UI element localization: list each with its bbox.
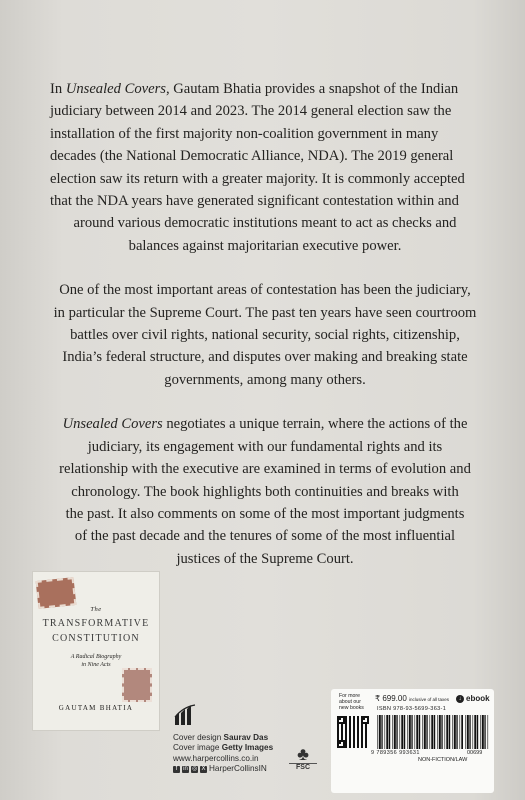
- book-category: NON-FICTION/LAW: [418, 757, 468, 763]
- thumbnail-title-line-2: CONSTITUTION: [52, 633, 140, 644]
- instagram-icon: ◎: [191, 765, 198, 772]
- publisher-website: www.harpercollins.co.in: [173, 753, 259, 763]
- blurb-line: judiciary, its engagement with our fundamental rights and its: [87, 438, 443, 455]
- social-links: [173, 764, 353, 774]
- price-addon-barcode: [465, 715, 489, 749]
- blurb-text: negotiates a unique terrain, where the actions of the: [162, 416, 468, 433]
- blurb-text: , Gautam Bhatia provides a snapshot of the Indian: [165, 81, 459, 97]
- credit-name: Getty Images: [221, 743, 274, 753]
- book-title-italic: Unsealed Covers: [65, 81, 166, 97]
- thumbnail-author: GAUTAM BHATIA: [58, 704, 134, 712]
- blurb-line: relationship with the executive are examined in terms of evolution and: [59, 461, 471, 478]
- blurb-line: India’s federal structure, and disputes over making and breaking state: [62, 349, 468, 366]
- blurb-line: around various democratic institutions meant to act as checks and: [73, 215, 457, 232]
- fsc-tree-icon: ♣: [297, 744, 309, 764]
- price: [375, 694, 449, 703]
- cover-image-credit: [173, 743, 353, 753]
- cover-credits: [173, 733, 353, 775]
- linkedin-icon: in: [183, 765, 188, 772]
- fsc-mark: [289, 745, 317, 771]
- thumbnail-title-line-1: TRANSFORMATIVE: [42, 618, 150, 629]
- blurb-line: chronology. The book highlights both continuities and breaks with: [71, 483, 459, 500]
- blurb-line: decades (the National Democratic Alliance, NDA). The 2019 general: [50, 148, 454, 165]
- blurb-paragraph-1: [50, 78, 480, 257]
- thumbnail-the: The: [90, 606, 102, 613]
- blurb-line: judiciary between 2014 and 2023. The 2014 general election saw the: [50, 103, 452, 120]
- postage-stamp-image: [36, 577, 77, 609]
- blurb-line: that the NDA years have generated significant contestation within and: [50, 193, 459, 210]
- social-handle: HarperCollinsIN: [209, 764, 267, 774]
- harpercollins-logo-icon: [173, 703, 197, 727]
- blurb-paragraph-3: [50, 413, 480, 570]
- facebook-icon: f: [173, 766, 180, 773]
- blurb-line: [50, 78, 480, 100]
- book-title-italic: Unsealed Covers: [62, 416, 163, 433]
- download-icon: ↓: [456, 695, 464, 703]
- price-note: inclusive of all taxes: [409, 697, 450, 702]
- thumbnail-subtitle-line-1: A Radical Biography: [70, 654, 122, 660]
- blurb-text: In: [50, 81, 66, 97]
- blurb-line: [50, 413, 480, 435]
- credit-name: Saurav Das: [223, 733, 269, 742]
- blurb-line: the past. It also comments on some of the most important judgments: [65, 505, 465, 522]
- blurb-line: justices of the Supreme Court.: [176, 550, 354, 567]
- ebook-label: ebook: [466, 694, 490, 703]
- fsc-label: FSC: [289, 763, 317, 771]
- thumbnail-subtitle-line-2: in Nine Acts: [81, 662, 111, 668]
- portrait-stamp-image: [122, 668, 152, 702]
- blurb: [50, 78, 480, 592]
- addon-digits: 00699: [467, 750, 483, 756]
- qr-code-icon: [337, 716, 369, 748]
- blurb-line: balances against majoritarian executive power.: [128, 237, 402, 254]
- blurb-line: One of the most important areas of contestation has been the judiciary,: [59, 282, 471, 299]
- blurb-line: installation of the first majority non-coalition government in many: [50, 125, 439, 142]
- cover-design-credit: [173, 733, 353, 743]
- credit-label: Cover image: [173, 743, 222, 753]
- more-books-text: For more about our new books: [339, 693, 364, 711]
- ebook-badge: [456, 694, 490, 703]
- blurb-line: governments, among many others.: [164, 371, 366, 388]
- other-book-thumbnail: [33, 572, 159, 730]
- price-value: ₹ 699.00: [375, 694, 407, 703]
- x-twitter-icon: X: [201, 765, 206, 772]
- isbn-text: ISBN 978-93-5699-363-1: [377, 706, 447, 712]
- blurb-line: battles over civil rights, national security, social rights, citizenship,: [70, 327, 460, 344]
- blurb-line: of the past decade and the tenures of some of the most influential: [74, 528, 456, 545]
- blurb-line: in particular the Supreme Court. The past ten years have seen courtroom: [53, 304, 477, 321]
- credit-label: Cover design: [173, 733, 224, 742]
- blurb-line: election saw its return with a greater majority. It is commonly accepted: [50, 170, 465, 187]
- barcode-panel: [331, 689, 494, 793]
- blurb-paragraph-2: [50, 279, 480, 391]
- barcode-digits: 9 789356 993631: [371, 750, 420, 756]
- isbn-barcode: [377, 715, 463, 749]
